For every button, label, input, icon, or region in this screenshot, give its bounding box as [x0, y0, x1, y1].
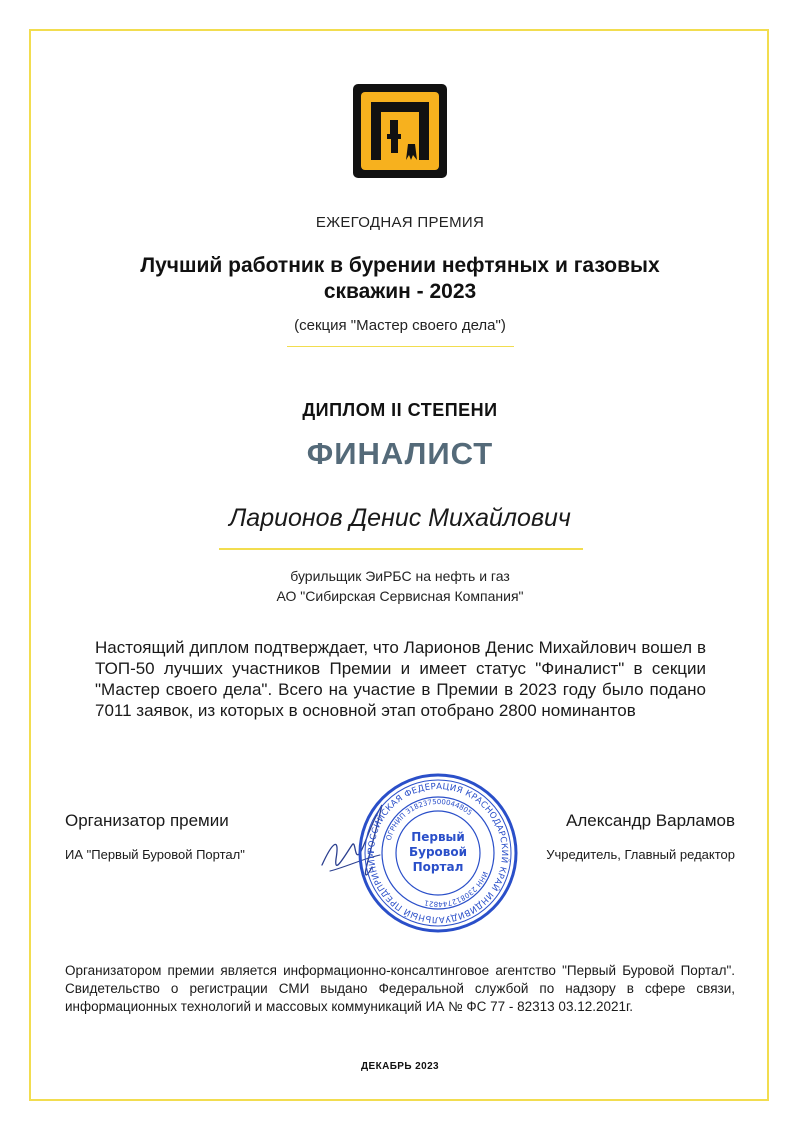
- stamp-inn: ИНН 230812744821: [423, 870, 490, 909]
- diploma-degree: ДИПЛОМ II СТЕПЕНИ: [302, 400, 498, 420]
- recipient-name: Ларионов Денис Михайлович: [229, 504, 571, 532]
- signer-role: Учредитель, Главный редактор: [546, 847, 735, 862]
- portal-logo-icon: [353, 84, 447, 178]
- diploma-status: ФИНАЛИСТ: [306, 436, 494, 471]
- footer-legal-text: Организатором премии является информационно-консалтинговое агентство "Первый Буровой Портал". Свидетельство о регистрации СМИ выдано Федеральной службой по надзору в сфере связи, информационных технологий и массовых коммуникаций ИА № ФС 77 - 82313 03.12.2021г.: [65, 963, 735, 1014]
- section-underline: [287, 346, 514, 347]
- name-underline: [219, 548, 583, 550]
- signer-name: Александр Варламов: [566, 811, 735, 830]
- award-subtitle: ЕЖЕГОДНАЯ ПРЕМИЯ: [315, 214, 485, 231]
- award-title: Лучший работник в бурении нефтяных и газовых скважин - 2023: [140, 254, 660, 303]
- stamp-ogrnip: ОГРНИП 318237500044805: [384, 797, 474, 842]
- recipient-company: АО "Сибирская Сервисная Компания": [276, 588, 524, 604]
- certificate-border: [29, 29, 769, 1101]
- stamp-line-2: Буровой: [408, 845, 468, 859]
- award-section: (секция "Мастер своего дела"): [294, 317, 506, 334]
- recipient-position: бурильщик ЭиРБС на нефть и газ: [290, 568, 510, 584]
- organizer-name: ИА "Первый Буровой Портал": [65, 847, 245, 862]
- stamp-line-3: Портал: [412, 860, 464, 874]
- stamp-line-1: Первый: [411, 830, 465, 844]
- diploma-body-text: Настоящий диплом подтверждает, что Ларионов Денис Михайлович вошел в ТОП-50 лучших участников Премии и имеет статус "Финалист" в секции "Мастер своего дела". Всего на участие в Премии в 2023 году было подано 7011 заявок, из которых в основной этап отобрано 2800 номинантов: [95, 638, 706, 720]
- stamp-ring-text: РОССИЙСКАЯ ФЕДЕРАЦИЯ КРАСНОДАРСКИЙ КРАЙ ИНДИВИДУАЛЬНЫЙ ПРЕДПРИНИМ: [366, 781, 510, 925]
- official-stamp: [356, 771, 520, 940]
- organizer-title: Организатор премии: [65, 811, 229, 830]
- issue-date: ДЕКАБРЬ 2023: [361, 1061, 439, 1072]
- recipient-position-block: [0, 566, 800, 606]
